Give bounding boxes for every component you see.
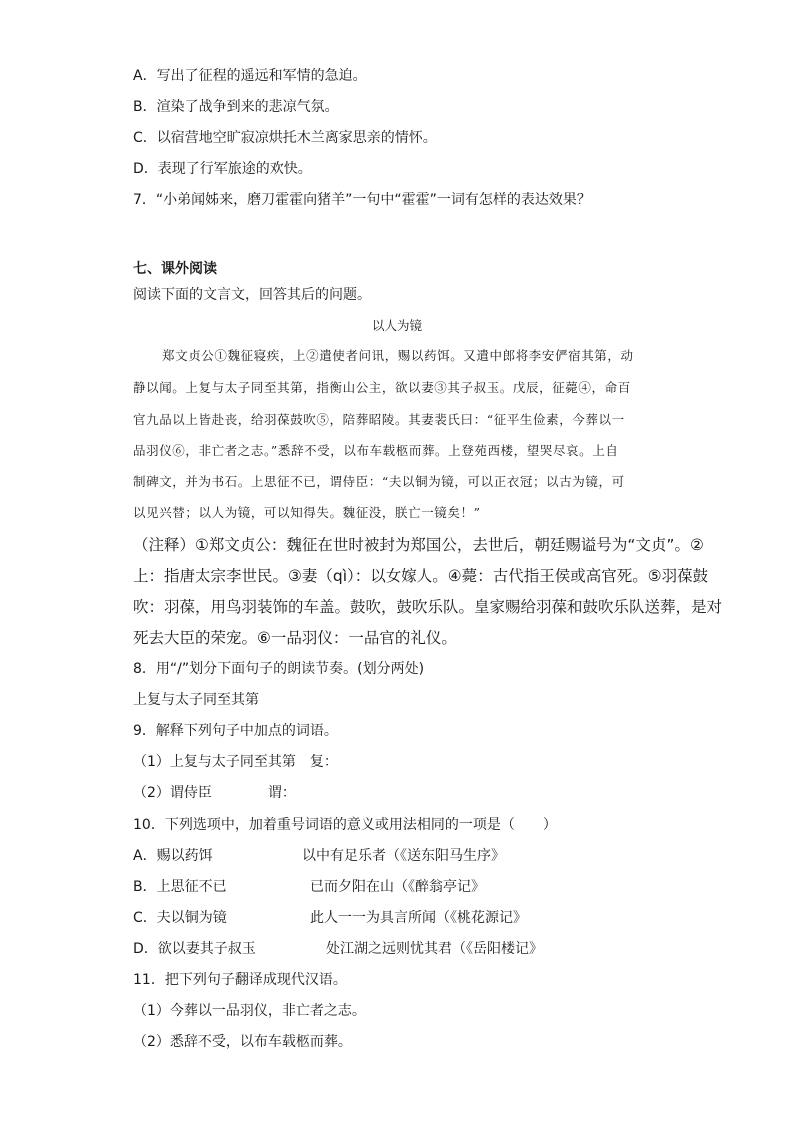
question-9-item-2: （2）谓侍臣 谓： <box>133 785 296 801</box>
passage-line: 郑文贞公①魏征寝疾，上②遣使者问讯，赐以药饵。又遣中郎将李安俨宿其第，动 <box>162 348 634 363</box>
q10-option-d: D．欲以妻其子叔玉 <box>133 941 256 957</box>
q10-option-d-compare: 处江湖之远则忧其君（《岳阳楼记》 <box>326 941 543 957</box>
question-8: 8．用“/”划分下面句子的朗读节奏。(划分两处) <box>133 661 425 677</box>
question-9-item-1: （1）上复与太子同至其第 复： <box>133 754 338 770</box>
option-d-q6: D．表现了行军旅途的欢快。 <box>133 161 312 177</box>
q10-option-c-compare: 此人一一为具言所闻（《桃花源记》 <box>310 910 527 926</box>
option-b-q6: B．渲染了战争到来的悲凉气氛。 <box>133 99 339 115</box>
q10-option-c: C．夫以铜为镜 <box>133 910 227 926</box>
passage-line: 品羽仪⑥，非亡者之志。”悉辞不受，以布车载柩而葬。上登苑西楼，望哭尽哀。上自 <box>133 443 619 458</box>
passage-line: 官九品以上皆赴丧，给羽葆鼓吹⑤，陪葬昭陵。其妻裴氏曰：“征平生俭素，今葬以一 <box>133 412 625 427</box>
option-c-q6: C．以宿营地空旷寂凉烘托木兰离家思亲的情怀。 <box>133 130 437 146</box>
passage-line: 以见兴替；以人为镜，可以知得失。魏征没，朕亡一镜矣！” <box>133 505 481 520</box>
q10-option-b-compare: 已而夕阳在山（《醉翁亭记》 <box>310 879 485 895</box>
notes-line: 死去大臣的荣宠。⑥一品羽仪：一品官的礼仪。 <box>133 629 457 647</box>
notes-line: （注释）①郑文贞公：魏征在世时被封为郑国公，去世后，朝廷赐谥号为“文贞”。② <box>133 536 704 554</box>
notes-line: 上：指唐太宗李世民。③妻（qì）：以女嫁人。④薨：古代指王侯或高官死。⑤羽葆鼓 <box>133 567 709 585</box>
reading-intro: 阅读下面的文言文，回答其后的问题。 <box>133 287 371 303</box>
question-11-item-2: （2）悉辞不受，以布车载柩而葬。 <box>133 1034 352 1050</box>
question-7: 7．“小弟闻姊来，磨刀霍霍向猪羊”一句中“霍霍”一词有怎样的表达效果？ <box>133 192 591 208</box>
q10-option-a: A．赐以药饵 <box>133 848 213 864</box>
passage-line: 制碑文，并为书石。上思征不已，谓侍臣：“夫以铜为镜，可以正衣冠；以古为镜，可 <box>133 474 625 489</box>
passage-line: 静以闻。上复与太子同至其第，指衡山公主，欲以妻③其子叔玉。戊辰，征薨④，命百 <box>133 380 631 395</box>
q10-option-b: B．上思征不已 <box>133 879 227 895</box>
question-8-sentence: 上复与太子同至其第 <box>133 692 259 708</box>
question-11-item-1: （1）今葬以一品羽仪，非亡者之志。 <box>133 1003 366 1019</box>
notes-line: 吹：羽葆，用鸟羽装饰的车盖。鼓吹，鼓吹乐队。皇家赐给羽葆和鼓吹乐队送葬，是对 <box>133 598 723 616</box>
option-a-q6: A．写出了征程的遥远和军情的急迫。 <box>133 68 367 84</box>
q10-option-a-compare: 以中有足乐者（《送东阳马生序》 <box>302 848 505 864</box>
section-title: 七、课外阅读 <box>133 261 217 277</box>
question-11: 11．把下列句子翻译成现代汉语。 <box>133 972 347 988</box>
question-9: 9．解释下列句子中加点的词语。 <box>133 723 338 739</box>
passage-title: 以人为镜 <box>371 318 422 333</box>
question-10: 10．下列选项中，加着重号词语的意义或用法相同的一项是（ ） <box>133 817 557 833</box>
